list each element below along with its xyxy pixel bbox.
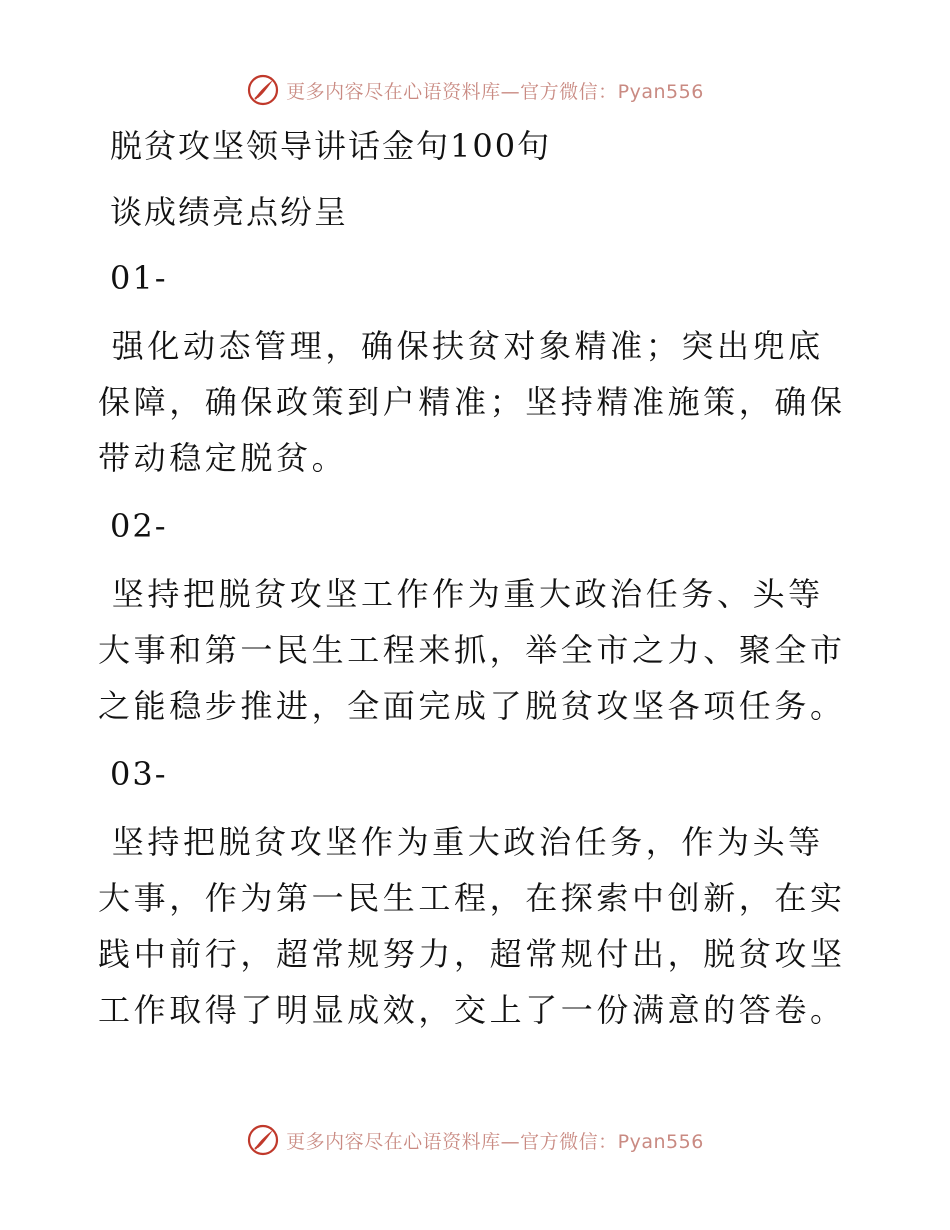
document-body bbox=[98, 118, 858, 1038]
item-number: 02- bbox=[110, 507, 168, 545]
quill-seal-icon bbox=[246, 1123, 280, 1157]
item-number: 03- bbox=[110, 755, 168, 793]
watermark-banner-bottom bbox=[0, 1120, 950, 1160]
document-title: 脱贫攻坚领导讲话金句100句 bbox=[110, 127, 552, 165]
watermark-banner-top bbox=[0, 70, 950, 110]
item-text: 强化动态管理，确保扶贫对象精准；突出兜底保障，确保政策到户精准；坚持精准施策，确保带动稳定脱贫。 bbox=[98, 327, 846, 477]
watermark-text: 更多内容尽在心语资料库—官方微信：Pyan556 bbox=[286, 1130, 704, 1153]
item-number: 01- bbox=[110, 259, 168, 297]
quill-seal-icon bbox=[246, 73, 280, 107]
watermark-text: 更多内容尽在心语资料库—官方微信：Pyan556 bbox=[286, 80, 704, 103]
item-text: 坚持把脱贫攻坚作为重大政治任务，作为头等大事，作为第一民生工程，在探索中创新，在实践中前行，超常规努力，超常规付出，脱贫攻坚工作取得了明显成效，交上了一份满意的答卷。 bbox=[98, 823, 846, 1029]
section-heading: 谈成绩亮点纷呈 bbox=[110, 193, 349, 231]
item-text: 坚持把脱贫攻坚工作作为重大政治任务、头等大事和第一民生工程来抓，举全市之力、聚全市之能稳步推进，全面完成了脱贫攻坚各项任务。 bbox=[98, 575, 846, 725]
